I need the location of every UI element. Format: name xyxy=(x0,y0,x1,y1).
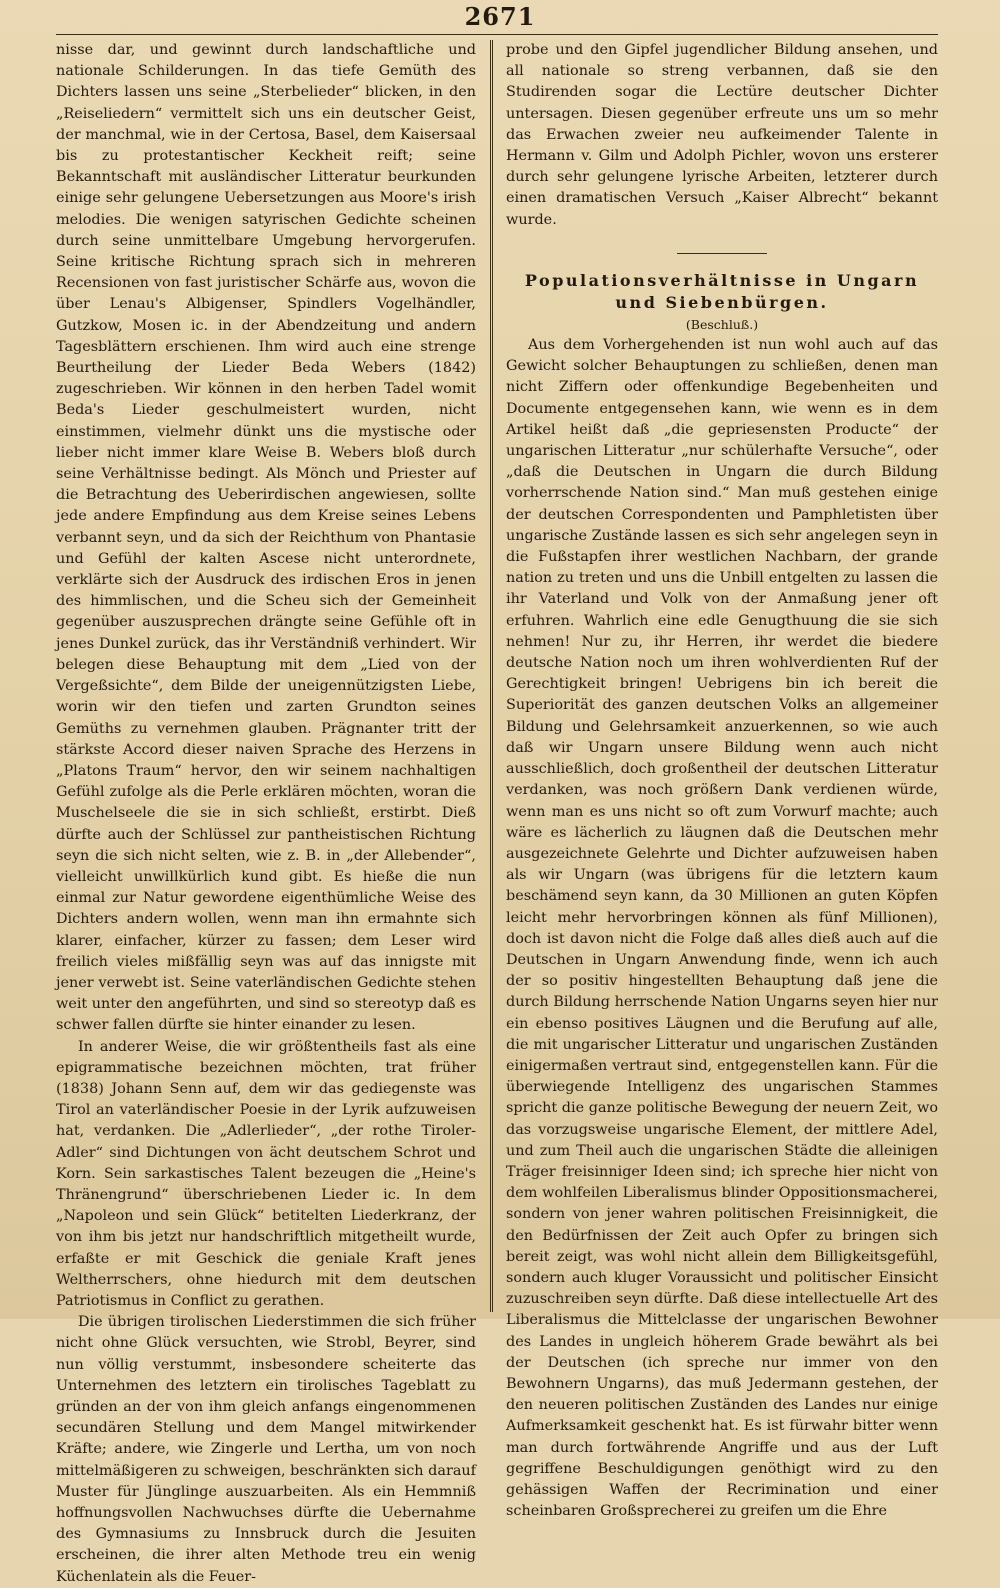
section-separator xyxy=(677,253,767,254)
right-intro-paragraph: probe und den Gipfel jugendlicher Bildung ansehen, und all nationale so streng verbannen, daß sie den Studirenden sogar die Lectüre deutscher Dichter untersagen. Diesen gegenüber erfreute uns um so mehr das Erwachen zweier neu aufkeimender Talente in Hermann v. Gilm und Adolph Pichler, wovon uns ersterer durch sehr gelungene lyrische Arbeiten, letzterer durch einen dramatischen Versuch „Kaiser Albrecht“ bekannt wurde. xyxy=(506,42,938,228)
section-title: Populationsverhältnisse in Ungarn und Siebenbürgen. xyxy=(524,270,920,312)
right-column xyxy=(506,40,938,1522)
page-number: 2671 xyxy=(464,2,536,31)
left-paragraph-2: In anderer Weise, die wir größtentheils fast als eine epigrammatische bezeichnen möchten, trat früher (1838) Johann Senn auf, dem wir das gediegenste was Tirol an vaterländischer Poesie in der Lyrik aufzuweisen hat, verdanken. Die „Adlerlieder“, „der rothe Tiroler-Adler“ sind Dichtungen von ächt deutschem Schrot und Korn. Sein sarkastisches Talent bezeugen die „Heine's Thränengrund“ überschriebenen Lieder ic. In dem „Napoleon und sein Glück“ betitelten Liederkranz, der von ihm bis jetzt nur handschriftlich mitgetheilt wurde, erfaßte er mit Geschick die geniale Kraft jenes Weltherrschers, ohne hiedurch mit dem deutschen Patriotismus in Conflict zu gerathen. xyxy=(56,1038,476,1309)
left-column xyxy=(56,40,476,1588)
right-paragraph-1: Aus dem Vorhergehenden ist nun wohl auch auf das Gewicht solcher Behauptungen zu schließen, denen man nicht Ziffern oder offenkundige Begebenheiten und Documente entgegensehen kann, wie wenn es in dem Artikel heißt daß „die gepriesensten Producte“ der ungarischen Litteratur „nur schülerhafte Versuche“, oder „daß die Deutschen in Ungarn die durch Bildung vorherrschende Nation sind.“ Man muß gestehen einige der deutschen Correspondenten und Pamphletisten über ungarische Zustände lassen es sich sehr angelegen seyn in die Fußstapfen ihrer westlichen Nachbarn, der grande nation zu treten und uns die Unbill entgelten zu lassen die ihr Vaterland und Volk von der Anmaßung jener oft erfuhren. Wahrlich eine edle Genugthuung die sie sich nehmen! Nur zu, ihr Herren, ihr werdet die biedere deutsche Nation noch um ihren wohlverdienten Ruf der Gerechtigkeit bringen! Uebrigens bin ich bereit die Superiorität des ganzen deutschen Volks an allgemeiner Bildung und Gelehrsamkeit anzuerkennen, so wie auch daß wir Ungarn unsere Bildung wenn auch nicht ausschließlich, doch großentheil der deutschen Litteratur verdanken, was noch größern Dank verdienen würde, wenn man es uns nicht so oft zum Vorwurf machte; auch wäre es lächerlich zu läugnen daß die Deutschen mehr ausgezeichnete Gelehrte und Dichter aufzuweisen haben als wir Ungarn (was übrigens für die letztern kaum beschämend seyn kann, da 30 Millionen an guten Köpfen leicht mehr hervorbringen können als fünf Millionen), doch ist davon nicht die Folge daß alles dieß auch auf die Deutschen in Ungarn Anwendung finde, wenn ich auch der so positiv hingestellten Behauptung daß jene die durch Bildung herrschende Nation Ungarns seyen hier nur ein ebenso positives Läugnen und die Berufung auf alle, die mit ungarischer Litteratur und ungarischen Zuständen einigermaßen vertraut sind, entgegenstellen kann. Für die überwiegende Intelligenz des ungarischen Stammes spricht die ganze politische Bewegung der neuern Zeit, wo das vorzugsweise ungarische Element, der mittlere Adel, und zum Theil auch die ungarischen Städte die alleinigen Träger freisinniger Ideen sind; ich spreche hier nicht von dem wohlfeilen Liberalismus blinder Oppositionsmacherei, sondern von jener wahren politischen Freisinnigkeit, die den Bedürfnissen der Zeit auch Opfer zu bringen sich bereit zeigt, was wohl nicht allein dem Billigkeitsgefühl, sondern auch kluger Voraussicht und politischer Einsicht zuzuschreiben seyn dürfte. Daß diese intellectuelle Art des Liberalismus die Mittelclasse der ungarischen Bewohner des Landes in ungleich höherem Grade bewährt als bei der Deutschen (ich spreche nur immer von den Bewohnern Ungarns), das muß Jedermann gestehen, der den neueren politischen Zuständen des Landes nur einige Aufmerksamkeit geschenkt hat. Es ist fürwahr bitter wenn man durch fortwährende Angriffe und aus der Luft gegriffene Beschuldigungen genöthigt wird zu den gehässigen Waffen der Recrimination und einer scheinbaren Großsprecherei zu greifen um die Ehre xyxy=(506,337,938,1520)
header-rule xyxy=(56,34,938,35)
left-paragraph-3: Die übrigen tirolischen Liederstimmen die sich früher nicht ohne Glück versuchten, wie Strobl, Beyrer, sind nun völlig verstummt, insbesondere scheiterte das Unternehmen des letztern ein tirolisches Tageblatt zu gründen an der von ihm gleich anfangs eingenommenen secundären Stellung und dem Mangel mitwirkender Kräfte; andere, wie Zingerle und Lertha, um von noch mittelmäßigeren zu schweigen, beschränkten sich darauf Muster für Jünglinge auszuarbeiten. Als ein Hemmniß hoffnungsvollen Nachwuchses dürfte die Uebernahme des Gymnasiums zu Innsbruck durch die Jesuiten erscheinen, die ihrer alten Methode treu ein wenig Küchenlatein als die Feuer- xyxy=(56,1314,476,1585)
left-paragraph-1: nisse dar, und gewinnt durch landschaftliche und nationale Schilderungen. In das tiefe Gemüth des Dichters lassen uns seine „Sterbelieder“ blicken, in den „Reiseliedern“ vermittelt sich uns ein deutscher Geist, der manchmal, wie in der Certosa, Basel, dem Kaisersaal bis zu protestantischer Keckheit reift; seine Bekanntschaft mit ausländischer Litteratur beurkunden einige sehr gelungene Uebersetzungen aus Moore's irish melodies. Die wenigen satyrischen Gedichte scheinen durch seine unmittelbare Umgebung hervorgerufen. Seine kritische Richtung sprach sich in mehreren Recensionen von fast juristischer Schärfe aus, wovon die über Lenau's Albigenser, Spindlers Vogelhändler, Gutzkow, Mosen ic. in der Abendzeitung und andern Tagesblättern erschienen. Ihm wird auch eine strenge Beurtheilung der Lieder Beda Webers (1842) zugeschrieben. Wir können in den herben Tadel womit Beda's Lieder geschulmeistert wurden, nicht einstimmen, vielmehr dünkt uns die mystische oder lieber nicht immer klare Weise B. Webers bloß durch seine Verhältnisse bedingt. Als Mönch und Priester auf die Betrachtung des Ueberirdischen angewiesen, sollte jede andere Empfindung aus dem Kreise seines Lebens verbannt seyn, und da sich der Reichthum von Phantasie und Gefühl der kalten Ascese nicht unterordnete, verklärte sich der Ausdruck des irdischen Eros in jenen des himmlischen, und die Scheu sich der Gemeinheit gegenüber auszusprechen drängte seine Gefühle oft in jenes Dunkel zurück, das ihr Verständniß verhindert. Wir belegen diese Behauptung mit dem „Lied von der Vergeßsichte“, dem Bilde der uneigennützigsten Liebe, worin wir den tiefen und zarten Grundton seines Gemüths zu vernehmen glauben. Prägnanter tritt der stärkste Accord dieser naiven Sprache des Herzens in „Platons Traum“ hervor, den wir seinem nachhaltigen Gefühl zufolge als die Perle erklären möchten, woran die Muschelseele die sie in sich schließt, erstirbt. Dieß dürfte auch der Schlüssel zur pantheistischen Richtung seyn die sich nicht selten, wie z. B. in „der Allebender“, vielleicht unwillkürlich kund gibt. Es hieße die nun einmal zur Natur gewordene eigenthümliche Weise des Dichters andern wollen, wenn man ihn ermahnte sich klarer, einfacher, kürzer zu fassen; dem Leser wird freilich vieles mißfällig seyn was auf das innigste mit jener verwebt ist. Seine vaterländischen Gedichte stehen weit unter den angeführten, und sind so stereotyp daß es schwer fallen dürfte sie hinter einander zu lesen. xyxy=(56,42,476,1034)
column-divider xyxy=(490,40,494,1312)
section-subtitle: (Beschluß.) xyxy=(685,316,759,332)
